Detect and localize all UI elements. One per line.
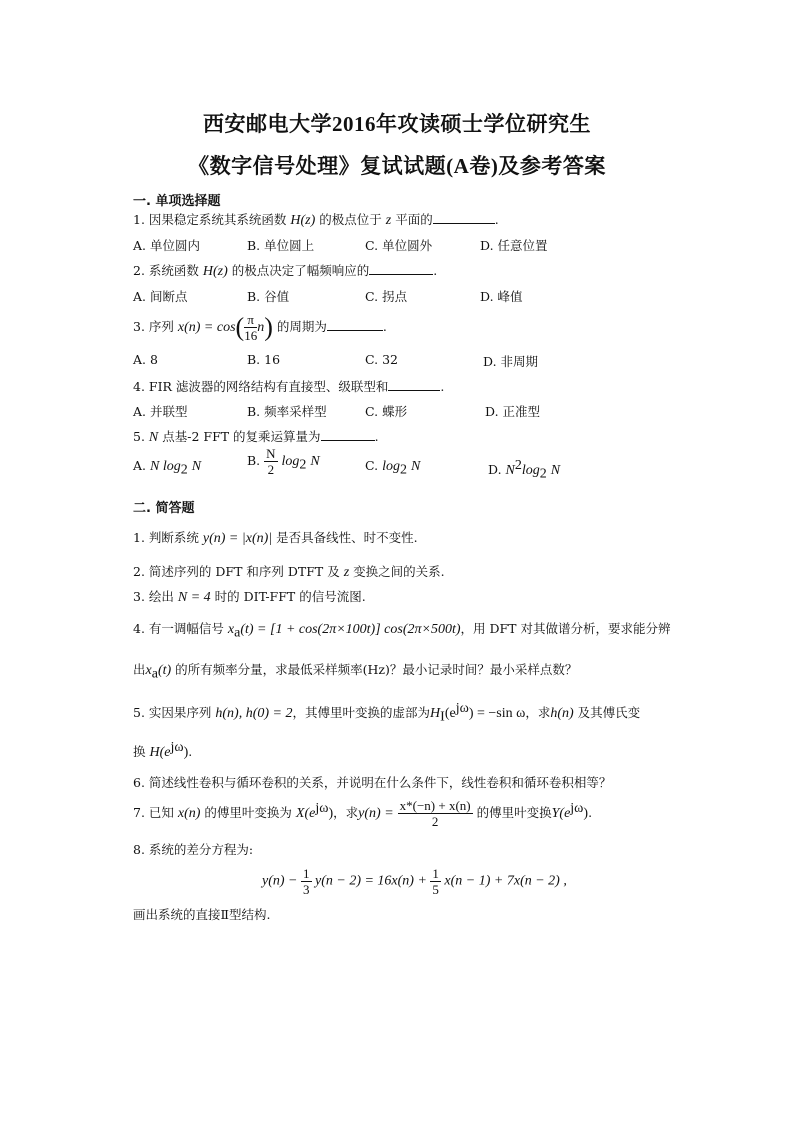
option-sub: 2 — [180, 462, 188, 478]
s1-q5-text-b: 点基-2 FFT 的复乘运算量为 — [162, 429, 321, 444]
section1-heading: 一. 单项选择题 — [133, 194, 221, 209]
option-label: C. — [365, 458, 379, 473]
s1-q2-text-b: 的极点决定了幅频响应的 — [231, 263, 370, 278]
s2-q5-expr2-sup: jω — [455, 701, 469, 716]
s1-q2-option-c: C. 拐点 — [365, 289, 408, 304]
s2-q4-text-c: 出 — [133, 662, 146, 677]
s2-q4-text-a: 4. 有一调幅信号 — [133, 621, 224, 636]
frac-numerator: 1 — [303, 866, 310, 881]
s1-q5-option-c — [365, 458, 420, 479]
answer-blank — [321, 428, 375, 441]
frac-numerator: π — [244, 312, 257, 328]
s2-q8: 8. 系统的差分方程为: — [133, 842, 254, 857]
s2-q5-text-e: 换 — [133, 744, 146, 760]
s1-q5-option-d — [488, 458, 560, 483]
s2-q8-equation — [262, 866, 567, 897]
s1-q2-option-b: B. 谷值 — [247, 289, 290, 304]
s1-q4 — [133, 377, 444, 395]
s1-q1-text-b: 的极点位于 — [319, 212, 382, 227]
option-sub: 2 — [539, 466, 547, 482]
s2-q5-expr2-b: (e — [444, 706, 456, 722]
s2-q5-expr4-c: ) — [183, 745, 189, 761]
option-label: D. — [488, 462, 502, 478]
right-paren: ) — [264, 312, 273, 342]
s2-q7-Y: Y(e — [551, 806, 571, 821]
s1-q3-option-a: A. 8 — [133, 352, 158, 367]
s2-q8-instruction: 画出系统的直接Ⅱ型结构. — [133, 907, 271, 922]
s1-q2-text-a: 2. 系统函数 — [133, 263, 199, 278]
s2-q5-expr2-c: ) = −sin ω — [468, 706, 526, 722]
s2-q4-text-d: 的所有频率分量，求最低采样频率(Hz)？最小记录时间？最小采样点数？ — [175, 662, 578, 677]
answer-blank — [388, 378, 440, 391]
s2-q1 — [133, 528, 418, 547]
s1-q5-end: . — [374, 429, 379, 444]
answer-blank — [369, 262, 433, 275]
left-paren: ( — [235, 312, 245, 342]
s2-q5-expr4-sup: jω — [170, 740, 184, 755]
s2-q7-text-a: 7. 已知 — [133, 805, 174, 820]
s1-q3-text-b: 的周期为 — [276, 319, 327, 334]
s1-q3 — [133, 312, 387, 343]
s2-q3-text-b: 时的 DIT-FFT 的信号流图. — [214, 589, 366, 604]
s2-q6: 6. 简述线性卷积与循环卷积的关系，并说明在什么条件下，线性卷积和循环卷积相等？ — [133, 775, 612, 790]
s2-q2-text-b: 变换之间的关系. — [353, 564, 445, 579]
s1-q4-option-b: B. 频率采样型 — [247, 404, 327, 419]
exam-subtitle: 《数字信号处理》复试试题(A卷)及参考答案 — [188, 154, 606, 178]
s1-q1-option-b: B. 单位圆上 — [247, 238, 315, 253]
s2-q2-z: z — [343, 565, 350, 580]
frac-denominator: 2 — [267, 462, 275, 477]
s2-q5-text-c: ，求 — [525, 705, 551, 721]
frac-denominator: 2 — [431, 814, 439, 829]
s1-q1-option-c: C. 单位圆外 — [365, 238, 433, 253]
s1-q3-expr: x(n) = cos — [177, 320, 236, 335]
s1-q4-end: . — [440, 379, 445, 394]
answer-blank — [327, 318, 383, 331]
s1-q2 — [133, 261, 437, 280]
s2-q3 — [133, 587, 366, 606]
s2-q7-X: X(e — [295, 806, 316, 821]
s1-q5-option-b — [247, 446, 320, 477]
eq-part-c: x(n − 1) + 7x(n − 2) , — [444, 873, 567, 889]
s2-q1-expr: y(n) = |x(n)| — [202, 531, 273, 546]
s2-q5-expr2: H — [430, 706, 441, 722]
frac-numerator: 1 — [432, 866, 439, 881]
s2-q4-cont — [133, 660, 577, 683]
s1-q1-option-d: D. 任意位置 — [480, 238, 548, 253]
s1-q5-N: N — [148, 430, 159, 445]
eq-part-b: y(n − 2) = 16x(n) + — [315, 873, 427, 889]
frac-numerator: N — [266, 446, 276, 461]
option-expr: N — [505, 463, 515, 479]
option-log: log — [521, 463, 540, 479]
s1-q1 — [133, 210, 499, 229]
s1-q4-option-c: C. 蝶形 — [365, 404, 408, 419]
s2-q2 — [133, 562, 445, 581]
s2-q4-t: (t) — [157, 663, 172, 678]
option-label: B. — [247, 453, 261, 468]
s2-q2-text-a: 2. 简述序列的 DFT 和序列 DTFT 及 — [133, 564, 340, 579]
s1-q3-option-c: C. 32 — [365, 352, 398, 367]
s1-q4-text: 4. FIR 滤波器的网络结构有直接型、级联型和 — [133, 379, 389, 394]
s2-q5-expr2-sub: I — [440, 709, 445, 725]
s1-q3-end: . — [382, 319, 387, 334]
option-tail: N — [310, 454, 320, 469]
s2-q4-x: x — [227, 622, 235, 637]
one-third-fraction — [301, 866, 312, 897]
s1-q1-text-a: 1. 因果稳定系统其系统函数 — [133, 212, 287, 227]
s1-q5-text-a: 5. — [133, 429, 145, 444]
s2-q3-expr: N = 4 — [177, 590, 211, 605]
s2-q5-end: . — [188, 744, 193, 760]
s1-q3-n: n — [257, 320, 265, 335]
option-expr: log — [382, 459, 400, 474]
s2-q5-text-d: 及其傅氏变 — [577, 705, 641, 721]
s2-q7-x: x(n) — [177, 806, 201, 821]
s2-q7-text-c: ，求 — [333, 805, 359, 820]
s2-q5-expr4: H(e — [149, 745, 171, 761]
frac-numerator: x*(−n) + x(n) — [399, 798, 471, 813]
option-expr: log — [281, 454, 300, 469]
exam-title: 西安邮电大学2016年攻读硕士学位研究生 — [203, 112, 591, 136]
s2-q3-text-a: 3. 绘出 — [133, 589, 174, 604]
option-tail: N — [191, 459, 202, 474]
s2-q4-x-sub: a — [234, 625, 241, 641]
one-fifth-fraction — [430, 866, 441, 897]
s2-q5 — [133, 701, 640, 726]
s2-q1-text-a: 1. 判断系统 — [133, 530, 199, 545]
s2-q7-Y-c: ) — [583, 806, 589, 821]
section2-heading: 二. 简答题 — [133, 501, 195, 516]
answer-blank — [433, 211, 495, 224]
s2-q7-fraction — [398, 798, 473, 829]
s1-q1-end: . — [494, 212, 499, 227]
s1-q2-option-d: D. 峰值 — [480, 289, 523, 304]
s1-q3-option-b: B. 16 — [247, 352, 281, 367]
s2-q5-expr3: h(n) — [550, 706, 574, 722]
frac-denominator: 5 — [432, 882, 439, 897]
s2-q7 — [133, 798, 592, 829]
s2-q4 — [133, 619, 671, 642]
option-sub: 2 — [399, 462, 407, 478]
s2-q7-Y-sup: jω — [570, 800, 584, 816]
s2-q7-X-c: ) — [328, 806, 334, 821]
s1-q3-text-a: 3. 序列 — [133, 319, 174, 334]
s2-q4-expr: (t) = [1 + cos(2π×100t)] cos(2π×500t) — [240, 622, 461, 637]
s2-q5-text-a: 5. 实因果序列 — [133, 705, 212, 721]
frac-denominator: 3 — [303, 882, 310, 897]
eq-part-a: y(n) − — [262, 873, 298, 889]
s1-q1-option-a: A. 单位圆内 — [133, 238, 200, 253]
s1-q2-end: . — [433, 263, 438, 278]
s2-q7-text-b: 的傅里叶变换为 — [204, 805, 292, 820]
s1-q1-text-c: 平面的 — [395, 212, 433, 227]
s1-q1-expr: H(z) — [290, 213, 316, 228]
s2-q1-text-b: 是否具备线性、时不变性. — [276, 530, 418, 545]
s2-q4-text-b: ，用 DFT 对其做谱分析，要求能分辨 — [460, 621, 671, 636]
s2-q7-text-d: 的傅里叶变换 — [476, 805, 552, 820]
option-label: A. — [133, 458, 147, 473]
s2-q5-expr1: h(n), h(0) = 2 — [215, 706, 293, 722]
n-over-2-fraction — [264, 446, 277, 477]
s2-q4-x2-sub: a — [151, 666, 158, 682]
s1-q4-option-d: D. 正准型 — [485, 404, 541, 419]
option-sub: 2 — [299, 457, 307, 473]
s2-q5-text-b: ，其傅里叶变换的虚部为 — [292, 705, 431, 721]
s1-q5-option-a — [133, 458, 201, 479]
option-tail: N — [550, 463, 561, 479]
s1-q2-option-a: A. 间断点 — [133, 289, 188, 304]
option-tail: N — [410, 459, 421, 474]
s1-q1-z: z — [385, 213, 392, 228]
s1-q5 — [133, 427, 379, 446]
s2-q4-x2: x — [145, 663, 152, 678]
option-sup: 2 — [514, 458, 522, 473]
option-expr: N log — [150, 459, 181, 474]
pi-over-16-fraction — [244, 312, 257, 343]
s2-q7-X-sup: jω — [315, 800, 329, 816]
frac-denominator: 16 — [244, 328, 258, 343]
s1-q3-option-d: D. 非周期 — [483, 354, 539, 369]
s2-q5-cont — [133, 740, 192, 761]
s2-q7-end: . — [588, 805, 593, 820]
s1-q2-expr: H(z) — [202, 264, 228, 279]
s1-q4-option-a: A. 并联型 — [133, 404, 188, 419]
s2-q7-y: y(n) = — [358, 806, 394, 821]
